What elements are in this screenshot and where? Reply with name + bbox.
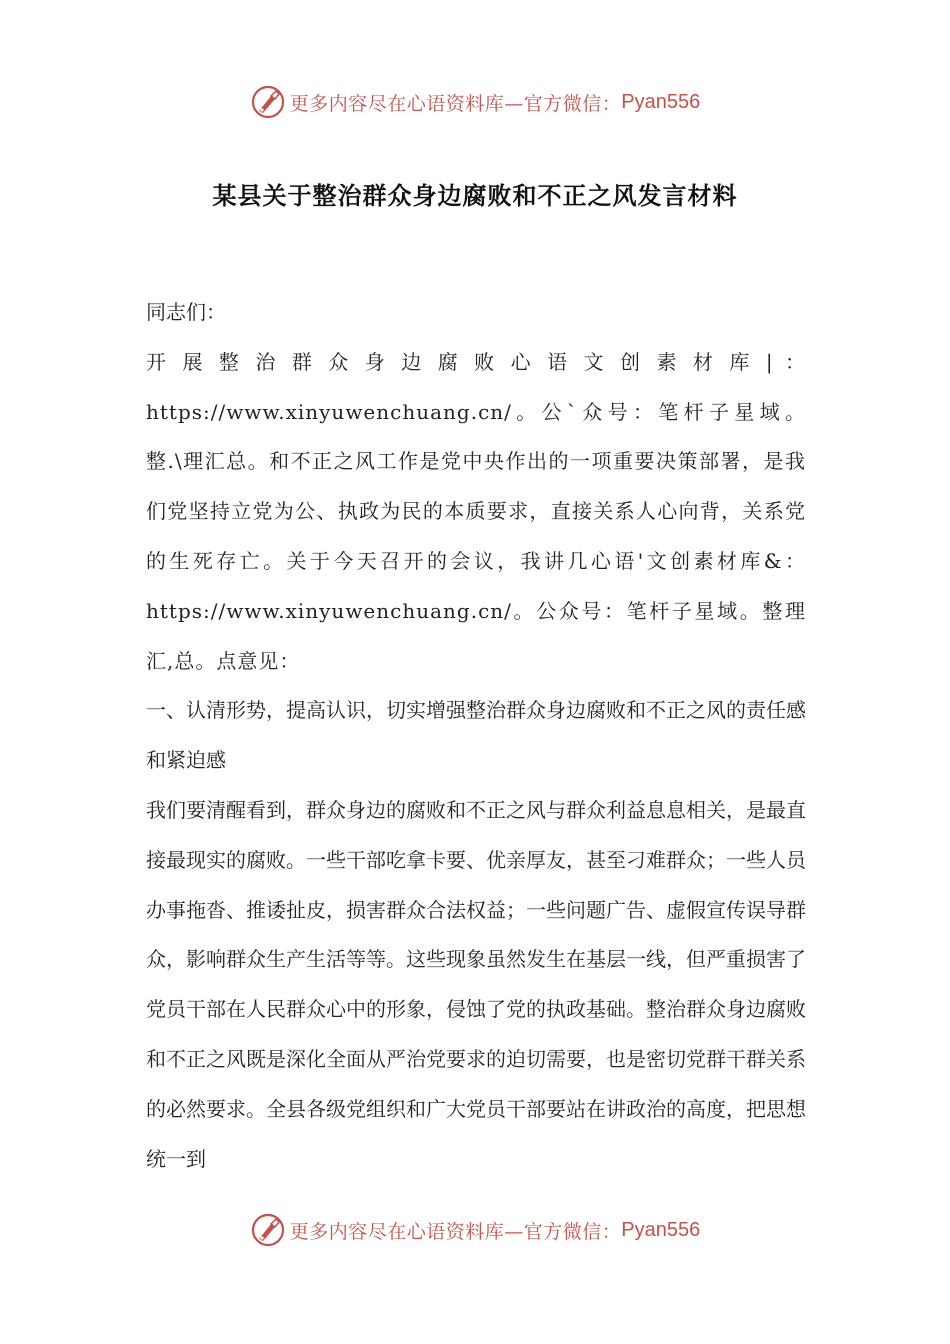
pen-nib-logo-icon <box>250 1212 286 1248</box>
footer-banner-text: 更多内容尽在心语资料库—官方微信： <box>289 1220 622 1243</box>
header-banner <box>0 80 950 124</box>
document-title: 某县关于整治群众身边腐败和不正之风发言材料 <box>212 181 738 210</box>
header-banner-text: 更多内容尽在心语资料库—官方微信： <box>289 92 622 115</box>
footer-wechat-id: Pyan556 <box>621 1218 701 1241</box>
pen-nib-logo-icon <box>250 84 286 120</box>
paragraph-situation: 我们要清醒看到，群众身边的腐败和不正之风与群众利益息息相关，是最直接最现实的腐败。一些干部吃拿卡要、优亲厚友，甚至刁难群众；一些人员办事拖沓、推诿扯皮，损害群众合法权益；一些问题广告、虚假宣传误导群众，影响群众生产生活等等。这些现象虽然发生在基层一线，但严重损害了党员干部在人民群众心中的形象，侵蚀了党的执政基础。整治群众身边腐败和不正之风既是深化全面从严治党要求的迫切需要，也是密切党群干群关系的必然要求。全县各级党组织和广大党员干部要站在讲政治的高度，把思想统一到 <box>146 797 806 1171</box>
header-wechat-id: Pyan556 <box>621 90 701 113</box>
salutation: 同志们： <box>146 300 226 324</box>
document-body <box>146 288 806 1184</box>
footer-banner <box>0 1208 950 1252</box>
section-heading-1: 一、认清形势，提高认识，切实增强整治群众身边腐败和不正之风的责任感和紧迫感 <box>146 698 806 773</box>
paragraph-intro: 开 展 整 治 群 众 身 边 腐 败 心 语 文 创 素 材 库 | ： https://www.xinyuwenchuang.cn/。公`众号：笔杆子星域。整.\理汇总。和不正之风工作是党中央作出的一项重要决策部署，是我们党坚持立党为公、执政为民的本质要求，直接关系人心向背，关系党的生死存亡。关于今天召开的会议，我讲几心语'文创素材库&：https://www.xinyuwenchuang.cn/。公众号：笔杆子星域。整理汇,总。点意见： <box>146 349 806 673</box>
